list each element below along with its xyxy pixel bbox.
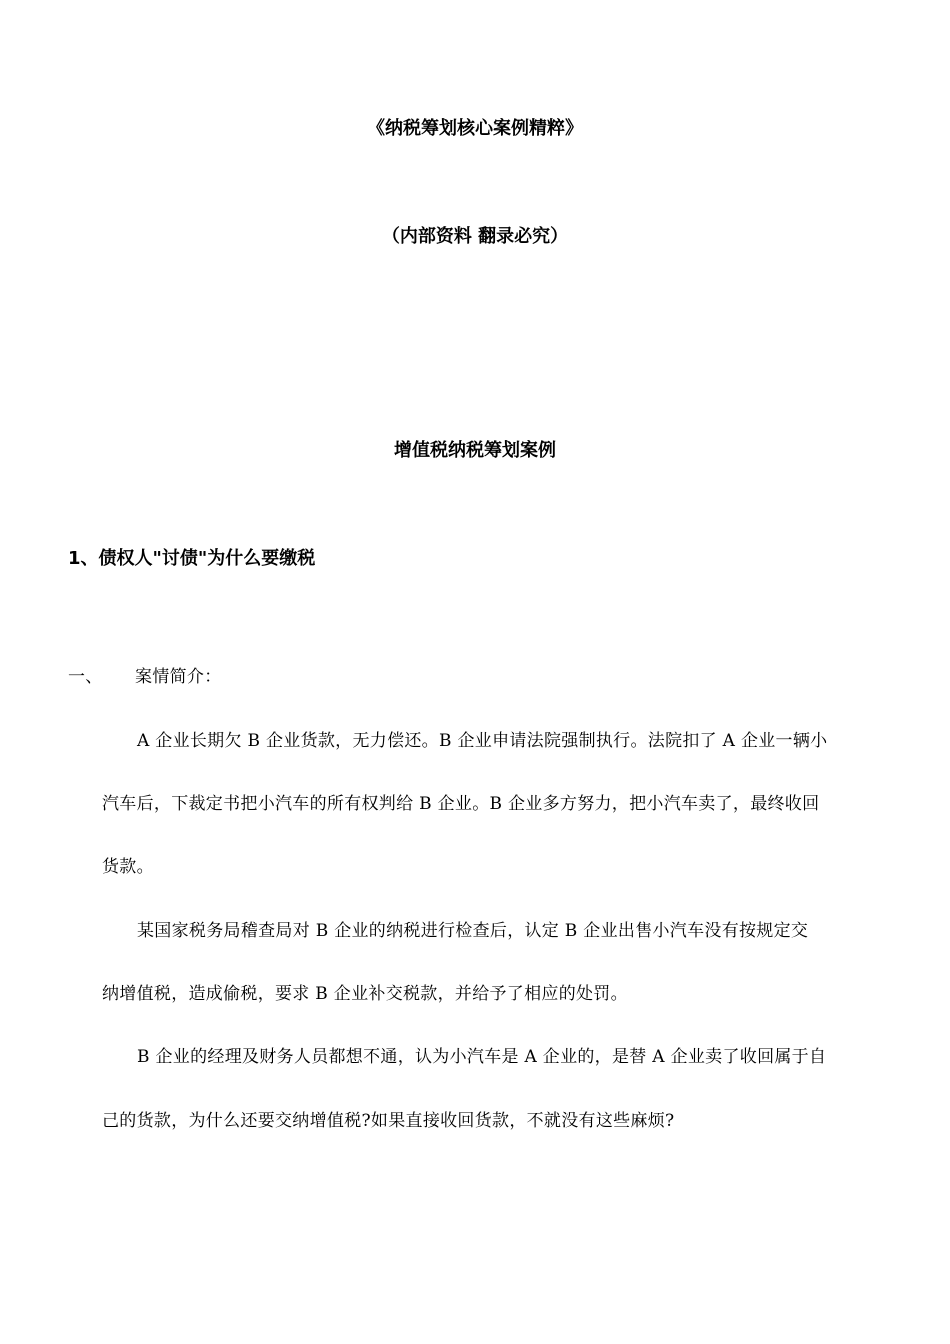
paragraph-line: 纳增值税，造成偷税，要求 B 企业补交税款，并给予了相应的处罚。 bbox=[102, 984, 628, 1004]
paragraph-line: 己的货款，为什么还要交纳增值税?如果直接收回货款，不就没有这些麻烦? bbox=[102, 1111, 675, 1131]
paragraph-line: 汽车后，下裁定书把小汽车的所有权判给 B 企业。B 企业多方努力，把小汽车卖了，最终收回 bbox=[102, 794, 820, 814]
list-title: 案情简介： bbox=[135, 667, 222, 687]
paragraph-line: 某国家税务局稽查局对 B 企业的纳税进行检查后，认定 B 企业出售小汽车没有按规定交 bbox=[137, 921, 809, 941]
paragraph-line: B 企业的经理及财务人员都想不通，认为小汽车是 A 企业的，是替 A 企业卖了收回属于自 bbox=[137, 1047, 827, 1067]
document-title: 《纳税筹划核心案例精粹》 bbox=[367, 118, 583, 139]
list-marker: 一、 bbox=[68, 667, 103, 687]
section-heading: 增值税纳税筹划案例 bbox=[394, 440, 556, 461]
case-heading: 1、债权人"讨债"为什么要缴税 bbox=[68, 548, 316, 569]
paragraph-line: A 企业长期欠 B 企业货款，无力偿还。B 企业申请法院强制执行。法院扣了 A 企业一辆小 bbox=[137, 731, 828, 751]
paragraph-line: 货款。 bbox=[102, 857, 154, 877]
document-subtitle: （内部资料 翻录必究） bbox=[381, 226, 569, 247]
